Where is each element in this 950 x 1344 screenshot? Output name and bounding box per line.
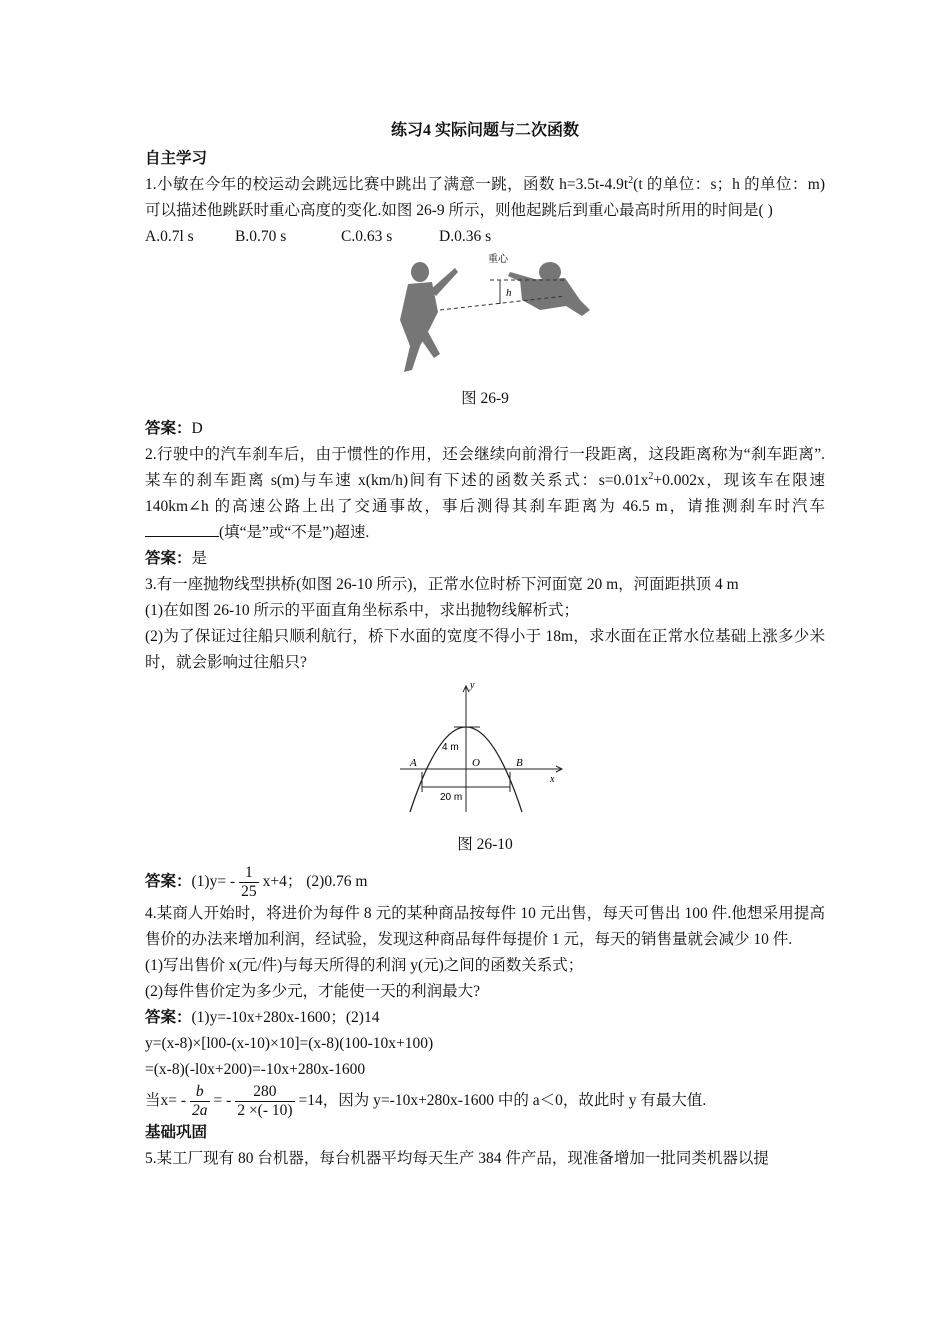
question-4-sub2: (2)每件售价定为多少元，才能使一天的利润最大? <box>145 983 480 1000</box>
jumper-arm-left <box>430 268 458 296</box>
question-1-options <box>145 224 825 250</box>
label-A: A <box>410 757 417 769</box>
label-y: y <box>470 682 475 691</box>
fraction-1-25: $\frac{1}{25}$ <box>241 864 257 900</box>
label-width: 20 m <box>440 792 463 803</box>
page-title: 练习4 实际问题与二次函数 <box>390 122 579 139</box>
option-d: D.0.36 s <box>439 228 492 245</box>
jumper-body-left <box>400 282 438 372</box>
solution-line-2: =(x-8)(-l0x+200)=-10x+280x-1600 <box>145 1061 366 1078</box>
answer-2: 答案：是 <box>145 550 208 567</box>
label-height: 4 m <box>442 742 459 753</box>
section-heading-basic: 基础巩固 <box>145 1124 208 1141</box>
option-b: B.0.70 s <box>235 228 287 245</box>
solution-line-1: y=(x-8)×[l00-(x-10)×10]=(x-8)(100-10x+100) <box>145 1035 434 1052</box>
label-B: B <box>516 757 523 769</box>
answer-1: 答案：D <box>145 420 203 437</box>
jumper-head-left <box>411 262 429 282</box>
question-3-text: 3.有一座抛物线型拱桥(如图 26-10 所示)，正常水位时桥下河面宽 20 m，河面距拱顶 4 m <box>145 576 739 593</box>
label-h: h <box>506 287 512 299</box>
question-4-sub1: (1)写出售价 x(元/件)与每天所得的利润 y(元)之间的函数关系式； <box>145 957 584 974</box>
label-center: 重心 <box>488 254 508 265</box>
solution-line-3: 当x= - $\frac{b}{2a}$ = - $\frac{280}{2 \times(- 10)}$ =14，因为 y=-10x+280x-1600 中的 a＜0，故此时 y 有最大值. <box>145 1083 707 1119</box>
question-5-text: 5.某工厂现有 80 台机器，每台机器平均每天生产 384 件产品，现准备增加一批同类机器以提 <box>145 1150 769 1167</box>
label-O: O <box>472 757 480 769</box>
long-jump-figure <box>360 250 610 380</box>
question-4-text: 4.某商人开始时，将进价为每件 8 元的某种商品按每件 10 元出售，每天可售出 100 件.他想采用提高售价的办法来增加利润，经试验，发现这种商品每件每提价 1 元，每天的销售量就会减少 10 件. <box>145 905 825 948</box>
option-c: C.0.63 s <box>341 228 393 245</box>
arch-bridge-figure <box>400 682 570 822</box>
question-3-sub2: (2)为了保证过往船只顺利航行，桥下水面的宽度不得小于 18m，求水面在正常水位基础上涨多少米时，就会影响过往船只? <box>145 628 825 671</box>
figure-caption-26-10: 图 26-10 <box>457 836 513 853</box>
fill-blank <box>145 520 219 537</box>
fraction-b-2a: $\frac{b}{2a}$ <box>192 1083 208 1119</box>
answer-3: 答案：(1)y= - $\frac{1}{25}$ x+4； (2)0.76 m <box>145 864 368 900</box>
document-page <box>145 118 825 1172</box>
question-3-sub1: (1)在如图 26-10 所示的平面直角坐标系中，求出抛物线解析式； <box>145 602 579 619</box>
figure-caption-26-9: 图 26-9 <box>461 390 509 407</box>
answer-4: 答案：(1)y=-10x+280x-1600；(2)14 <box>145 1009 380 1026</box>
label-x: x <box>550 774 555 785</box>
question-2-text: 2.行驶中的汽车刹车后，由于惯性的作用，还会继续向前滑行一段距离，这段距离称为“刹车距离”.某车的刹车距离 s(m)与车速 x(km/h)间有下述的函数关系式：$s=0.01x^2+0.002x$，现该车在限速 140km∠h 的高速公路上出了交通事故，事后测得其刹车距离为 46.5 m，请推测刹车时汽车(填“是”或“不是”)超速. <box>145 446 825 541</box>
option-a: A.0.7l s <box>145 228 194 245</box>
fraction-280: $\frac{280}{2 \times(- 10)}$ <box>237 1083 293 1119</box>
section-heading-self-study: 自主学习 <box>145 150 208 167</box>
question-1-text: 1.小敏在今年的校运动会跳远比赛中跳出了满意一跳，函数 $h=3.5t-4.9t^2(t$ 的单位：s；h 的单位：m)可以描述他跳跃时重心高度的变化.如图 26-9 所示，则他起跳后到重心最高时所用的时间是( ) <box>145 174 825 219</box>
